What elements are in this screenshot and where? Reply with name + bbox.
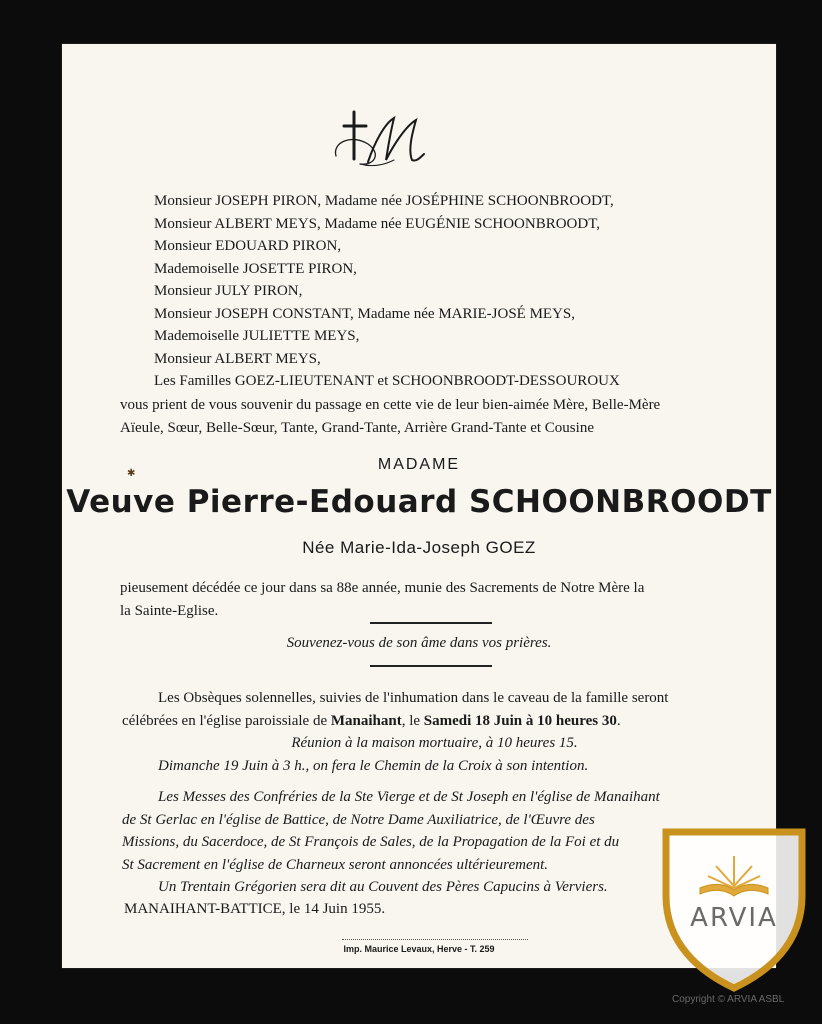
deceased-name: Veuve Pierre-Edouard SCHOONBROODT	[66, 484, 772, 520]
family-line: Monsieur JULY PIRON,	[154, 283, 303, 299]
family-line: Mademoiselle JOSETTE PIRON,	[154, 260, 357, 277]
death-notice	[120, 577, 740, 623]
funeral-text: célébrées en l'église paroissiale de	[122, 712, 331, 729]
family-line: Les Familles GOEZ-LIEUTENANT et SCHOONBROODT-DESSOUROUX	[154, 373, 620, 389]
funeral-line: Les Obsèques solennelles, suivies de l'inhumation dans le caveau de la famille seront	[158, 690, 669, 706]
family-line: Monsieur ALBERT MEYS,	[154, 350, 321, 367]
copyright-notice: Copyright © ARVIA ASBL	[672, 994, 785, 1005]
death-line: pieusement décédée ce jour dans sa 88e année, munie des Sacrements de Notre Mère la	[120, 580, 645, 596]
funeral-text: .	[616, 712, 621, 729]
funeral-line	[122, 710, 747, 733]
masses-line: Les Messes des Confréries de la Ste Vierge et de St Joseph en l'église de Manaihant	[158, 789, 660, 805]
printer-divider	[342, 939, 528, 940]
family-line: Mademoiselle JULIETTE MEYS,	[154, 328, 360, 344]
prayer-line: Souvenez-vous de son âme dans vos prières.	[286, 635, 552, 651]
ink-mark: ✱	[127, 468, 136, 479]
cross-monogram-icon	[324, 104, 434, 174]
sunday-line: Dimanche 19 Juin à 3 h., on fera le Chemin de la Croix à son intention.	[158, 757, 589, 774]
madame-heading: MADAME	[377, 456, 461, 473]
masses-line: Missions, du Sacerdoce, de St François de Sales, de la Propagation de la Foi et du	[122, 834, 620, 850]
divider-bottom	[370, 665, 492, 667]
intro-text	[120, 394, 740, 440]
divider-top	[370, 622, 492, 624]
family-list	[154, 190, 754, 393]
funeral-place: Manaihant	[330, 712, 402, 729]
intro-line: vous prient de vous souvenir du passage en cette vie de leur bien-aimée Mère, Belle-Mère	[120, 397, 661, 413]
masses-text	[122, 786, 747, 899]
masses-line: St Sacrement en l'église de Charneux seront annoncées ultérieurement.	[122, 856, 549, 873]
watermark-text: ARVIA	[690, 903, 778, 933]
printer-credit: Imp. Maurice Levaux, Herve - T. 259	[343, 944, 495, 954]
family-line: Monsieur ALBERT MEYS, Madame née EUGÉNIE SCHOONBROODT,	[154, 215, 601, 232]
funeral-details	[122, 687, 747, 777]
masses-line: de St Gerlac en l'église de Battice, de Notre Dame Auxiliatrice, de l'Œuvre des	[122, 811, 595, 828]
masses-line: Un Trentain Grégorien sera dit au Couvent des Pères Capucins à Verviers.	[158, 879, 608, 895]
intro-line: Aïeule, Sœur, Belle-Sœur, Tante, Grand-Tante, Arrière Grand-Tante et Cousine	[120, 420, 594, 436]
reunion-line: Réunion à la maison mortuaire, à 10 heures 15.	[291, 735, 578, 751]
place-date: MANAIHANT-BATTICE, le 14 Juin 1955.	[124, 901, 386, 917]
funeral-date: Samedi 18 Juin à 10 heures 30	[423, 712, 617, 729]
arvia-watermark-badge	[658, 826, 810, 992]
maiden-name: Née Marie-Ida-Joseph GOEZ	[302, 538, 536, 557]
family-line: Monsieur JOSEPH PIRON, Madame née JOSÉPHINE SCHOONBROODT,	[154, 193, 614, 209]
death-line: la Sainte-Eglise.	[120, 603, 219, 619]
funeral-text: , le	[401, 712, 424, 729]
family-line: Monsieur EDOUARD PIRON,	[154, 238, 342, 254]
family-line: Monsieur JOSEPH CONSTANT, Madame née MARIE-JOSÉ MEYS,	[154, 305, 576, 322]
